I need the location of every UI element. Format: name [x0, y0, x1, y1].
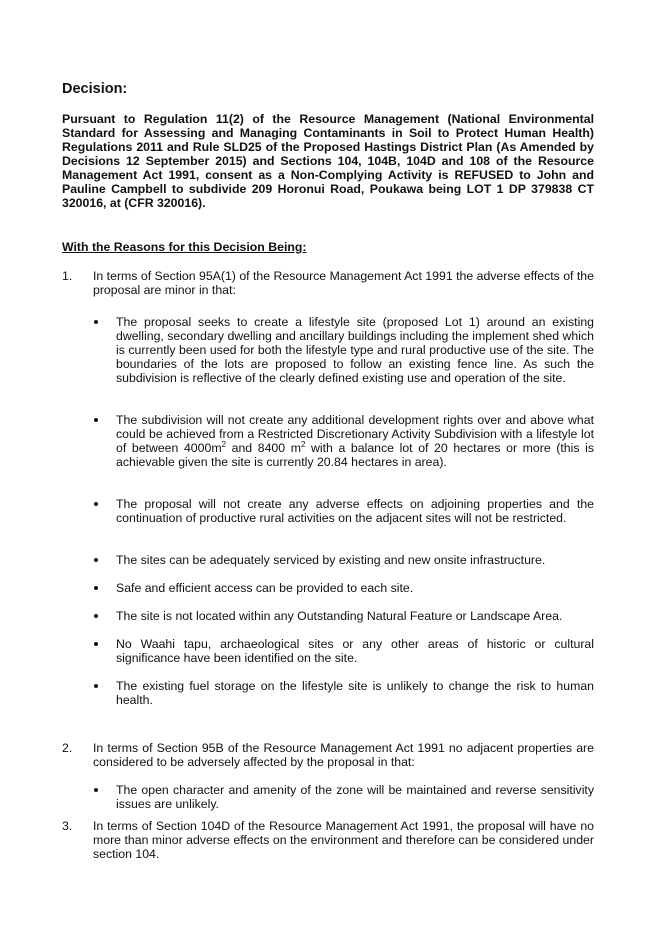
- bullet-text: The proposal will not create any adverse effects on adjoining properties and the continuation of productive rural activities on the adjacent sites will not be restricted.: [116, 497, 594, 525]
- bullet-item: [93, 783, 594, 811]
- bullet-item: [93, 553, 594, 567]
- bullet-dot-icon: [93, 679, 116, 693]
- bullet-text: The open character and amenity of the zone will be maintained and reverse sensitivity issues are unlikely.: [116, 783, 594, 811]
- bullet-text-part: and 8400 m: [226, 441, 301, 455]
- decision-heading: Decision:: [62, 81, 128, 97]
- decision-paragraph: Pursuant to Regulation 11(2) of the Resource Management (National Environmental Standard for Assessing and Managing Contaminants in Soil to Protect Human Health) Regulations 2011 and Rule SLD25 of the Proposed Hastings District Plan (As Amended by Decisions 12 September 2015) and Sections 104, 104B, 104D and 108 of the Resource Management Act 1991, consent as a Non-Complying Activity is REFUSED to John and Pauline Campbell to subdivide 209 Horonui Road, Poukawa being LOT 1 DP 379838 CT 320016, at (CFR 320016).: [62, 112, 594, 210]
- reason-item-2: [62, 741, 594, 769]
- bullet-text: The sites can be adequately serviced by existing and new onsite infrastructure.: [116, 553, 546, 567]
- reasons-heading: With the Reasons for this Decision Being:: [62, 240, 307, 254]
- bullet-text-part: with a balance lot of 20 hectares or more (this is achievable given the site is currently 20.84 hectares in area).: [116, 441, 594, 469]
- bullet-item: [93, 413, 594, 469]
- bullet-text: The proposal seeks to create a lifestyle site (proposed Lot 1) around an existing dwelling, secondary dwelling and ancillary buildings including the implement shed which is currently been used for both the lifestyle type and rural productive use of the site. The boundaries of the lots are proposed to follow an existing fence line. As such the subdivision is reflective of the clearly defined existing use and operation of the site.: [116, 315, 594, 385]
- reason-text: In terms of Section 104D of the Resource Management Act 1991, the proposal will have no more than minor adverse effects on the environment and therefore can be considered under section 104.: [93, 819, 594, 861]
- bullet-dot-icon: [93, 315, 116, 329]
- bullet-item: [93, 581, 594, 595]
- reason-2-bullet-list: [62, 783, 594, 811]
- bullet-item: [93, 679, 594, 707]
- reason-text: In terms of Section 95A(1) of the Resource Management Act 1991 the adverse effects of the proposal are minor in that:: [93, 269, 594, 297]
- bullet-text-part: The subdivision will not create any additional development rights over and above what could be achieved from a Restricted Discretionary Activity Subdivision with a lifestyle lot of between 4000m: [116, 413, 594, 455]
- bullet-dot-icon: [93, 553, 116, 567]
- bullet-dot-icon: [93, 413, 116, 427]
- bullet-item: [93, 609, 594, 623]
- bullet-item: [93, 637, 594, 665]
- bullet-item: [93, 497, 594, 525]
- reason-number: 3.: [62, 819, 73, 833]
- bullet-text: Safe and efficient access can be provided to each site.: [116, 581, 414, 595]
- bullet-text: The site is not located within any Outstanding Natural Feature or Landscape Area.: [116, 609, 563, 623]
- bullet-dot-icon: [93, 581, 116, 595]
- reason-number: 1.: [62, 269, 73, 283]
- superscript: 2: [300, 440, 306, 449]
- bullet-dot-icon: [93, 783, 116, 797]
- bullet-dot-icon: [93, 497, 116, 511]
- superscript: 2: [221, 440, 227, 449]
- reason-number: 2.: [62, 741, 73, 755]
- bullet-dot-icon: [93, 637, 116, 651]
- bullet-item: [93, 315, 594, 385]
- reason-item-1: [62, 269, 594, 297]
- reason-text: In terms of Section 95B of the Resource Management Act 1991 no adjacent properties are considered to be adversely affected by the proposal in that:: [93, 741, 594, 769]
- bullet-dot-icon: [93, 609, 116, 623]
- bullet-text: The existing fuel storage on the lifestyle site is unlikely to change the risk to human health.: [116, 679, 594, 707]
- reason-item-3: [62, 819, 594, 861]
- bullet-text: [116, 413, 594, 469]
- reason-1-bullet-list: [62, 315, 594, 707]
- bullet-text: No Waahi tapu, archaeological sites or any other areas of historic or cultural significance have been identified on the site.: [116, 637, 594, 665]
